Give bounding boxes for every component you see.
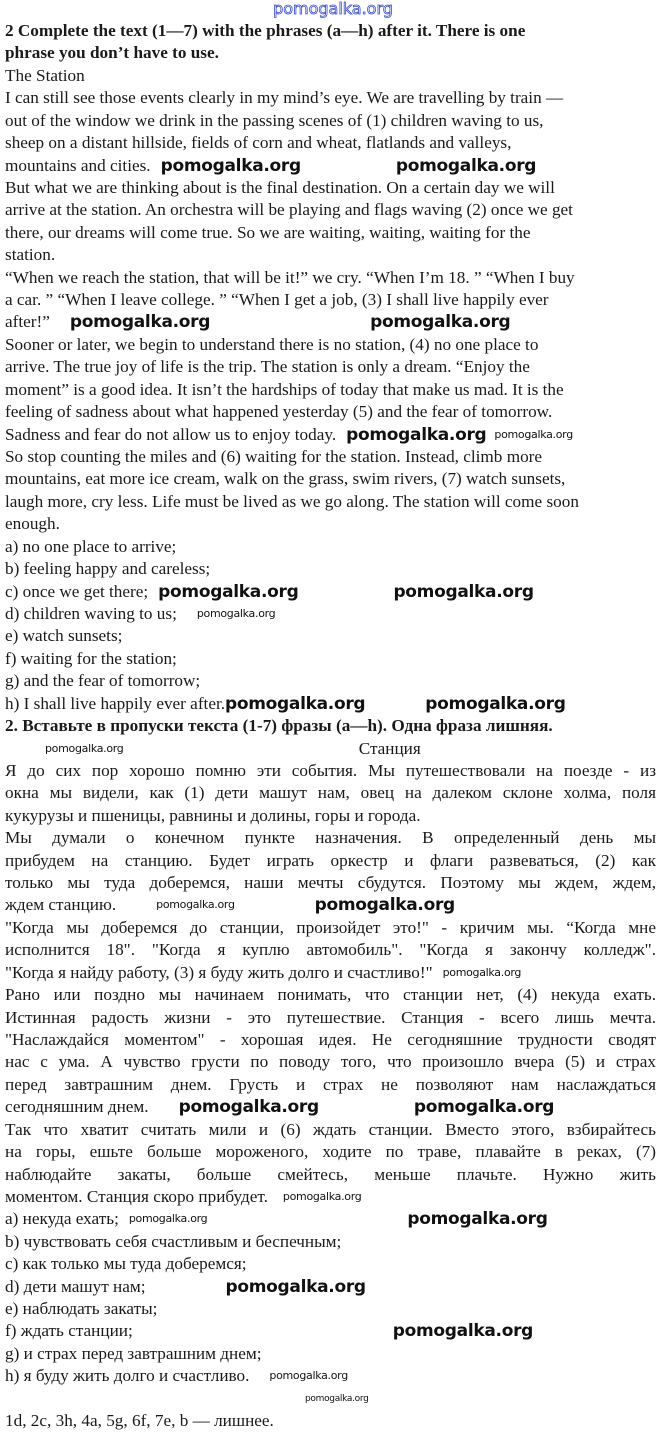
text-line-en-row <box>5 199 656 221</box>
option-en: e) watch sunsets; <box>5 626 123 646</box>
option-ru-row <box>5 1208 656 1230</box>
watermark: pomogalka.org <box>225 693 366 714</box>
text-line-ru-row <box>5 917 656 939</box>
watermark: pomogalka.org <box>346 424 487 445</box>
text-line-en: Sooner or later, we begin to understand there is no station, (4) no one place to <box>5 334 539 354</box>
text-line-ru-row <box>5 827 656 849</box>
watermark: pomogalka.org <box>305 1393 369 1404</box>
option-en-row <box>5 670 656 692</box>
option-en: a) no one place to arrive; <box>5 536 177 556</box>
text-title-ru-row <box>5 738 656 760</box>
text-line-en: mountains and cities. <box>5 155 151 175</box>
option-en-row <box>5 603 656 625</box>
text-line-en: feeling of sadness about what happened yesterday (5) and the fear of tomorrow. <box>5 402 553 422</box>
text-line-ru: Так что хватит считать мили и (6) ждать станции. Вместо этого, взбирайтесь <box>5 1119 656 1139</box>
text-line-ru: кукурузы и пшеницы, равнины и долины, горы и города. <box>5 805 421 825</box>
option-en: g) and the fear of tomorrow; <box>5 671 201 691</box>
text-line-ru: сегодняшним днем. <box>5 1097 149 1117</box>
text-line-ru-row <box>5 894 656 916</box>
watermark: pomogalka.org <box>314 895 455 916</box>
task-heading-en-row <box>5 42 656 64</box>
text-line-en-row <box>5 446 656 468</box>
option-ru: d) дети машут нам; <box>5 1276 146 1296</box>
text-line-ru-row <box>5 1051 656 1073</box>
watermark: pomogalka.org <box>225 1276 366 1297</box>
text-line-ru-row <box>5 1141 656 1163</box>
text-line-ru-row <box>5 1074 656 1096</box>
text-line-ru-row <box>5 962 656 984</box>
text-line-ru: "Наслаждайся моментом" - хорошая идея. Не сегодняшние трудности сводят <box>5 1029 656 1049</box>
option-ru-row <box>5 1298 656 1320</box>
text-line-ru-row <box>5 850 656 872</box>
task-heading-ru: 2. Вставьте в пропуски текста (1-7) фразы (a—h). Одна фраза лишняя. <box>5 716 553 736</box>
task-heading-en: phrase you don’t have to use. <box>5 43 219 63</box>
text-line-en-row <box>5 244 656 266</box>
option-ru: b) чувствовать себя счастливым и беспечным; <box>5 1231 342 1251</box>
text-line-ru-row <box>5 939 656 961</box>
text-line-ru: только мы туда доберемся, наши мечты сбудутся. Поэтому мы ждем, ждем, <box>5 873 656 893</box>
header-watermark: pomogalka.org <box>273 0 393 18</box>
text-line-ru-row <box>5 1096 656 1118</box>
watermark: pomogalka.org <box>282 1189 362 1203</box>
text-line-ru: наблюдайте закаты, больше смейтесь, меньше плачьте. Нужно жить <box>5 1164 656 1184</box>
watermark: pomogalka.org <box>395 155 537 176</box>
text-line-en: “When we reach the station, that will be it!” we cry. “When I’m 18. ” “When I buy <box>5 267 575 287</box>
task-heading-en: 2 Complete the text (1—7) with the phrases (a—h) after it. There is one <box>5 21 526 40</box>
task-heading-en-row <box>5 20 656 42</box>
text-line-ru-row <box>5 805 656 827</box>
option-ru-row <box>5 1231 656 1253</box>
text-line-en-row <box>5 401 656 423</box>
text-line-ru-row <box>5 1007 656 1029</box>
text-line-en: moment” is a good idea. It isn’t the hardships of today that make us mad. It is the <box>5 379 564 399</box>
text-title-ru: Станция <box>358 738 421 758</box>
watermark: pomogalka.org <box>392 1321 534 1342</box>
text-line-en: arrive at the station. An orchestra will be playing and flags waving (2) once we get <box>5 200 573 220</box>
watermark: pomogalka.org <box>407 1209 548 1230</box>
text-line-en-row <box>5 132 656 154</box>
watermark: pomogalka.org <box>425 693 566 714</box>
text-line-ru-row <box>5 1164 656 1186</box>
text-line-en: station. <box>5 245 56 265</box>
text-line-en-row <box>5 87 656 109</box>
text-line-ru-row <box>5 760 656 782</box>
text-line-en-row <box>5 424 656 446</box>
answer-key-row <box>5 1410 656 1432</box>
answer-key: 1d, 2c, 3h, 4a, 5g, 6f, 7e, b — лишнее. <box>5 1411 274 1431</box>
option-ru: a) некуда ехать; <box>5 1209 119 1229</box>
option-ru: c) как только мы туда доберемся; <box>5 1254 247 1274</box>
text-line-ru: прибудем на станцию. Будет играть оркестр и флаги развеваться, (2) как <box>5 850 656 870</box>
text-line-en-row <box>5 222 656 244</box>
text-line-en: sheep on a distant hillside, fields of corn and wheat, flatlands and valleys, <box>5 133 512 153</box>
watermark: pomogalka.org <box>156 898 235 912</box>
watermark: pomogalka.org <box>442 965 522 979</box>
task-heading-ru-row <box>5 715 656 737</box>
text-line-en: there, our dreams will come true. So we are waiting, waiting, waiting for the <box>5 222 531 242</box>
option-ru-row <box>5 1253 656 1275</box>
text-line-ru: Рано или поздно мы начинаем понимать, что станции нет, (4) некуда ехать. <box>5 985 656 1005</box>
text-line-en-row <box>5 468 656 490</box>
text-line-en: Sadness and fear do not allow us to enjoy today. <box>5 424 337 444</box>
option-en-row <box>5 693 656 715</box>
option-ru-row <box>5 1320 656 1342</box>
option-ru-row <box>5 1343 656 1365</box>
watermark: pomogalka.org <box>393 581 534 602</box>
text-line-en-row <box>5 177 656 199</box>
text-line-ru: исполнится 18". "Когда я куплю автомобиль". "Когда я закончу колледж". <box>5 940 656 960</box>
option-ru-row <box>5 1276 656 1298</box>
text-line-en-row <box>5 334 656 356</box>
text-line-en-row <box>5 110 656 132</box>
option-en-row <box>5 648 656 670</box>
watermark: pomogalka.org <box>269 1369 348 1383</box>
text-line-en: out of the window we drink in the passing scenes of (1) children waving to us, <box>5 110 544 130</box>
option-en-row <box>5 581 656 603</box>
text-line-en-row <box>5 267 656 289</box>
option-en: f) waiting for the station; <box>5 648 177 668</box>
watermark: pomogalka.org <box>69 312 211 333</box>
text-line-ru-row <box>5 1119 656 1141</box>
text-line-ru: моментом. Станция скоро прибудет. <box>5 1186 268 1206</box>
option-en: b) feeling happy and careless; <box>5 559 211 579</box>
watermark: pomogalka.org <box>178 1097 319 1118</box>
text-line-ru-row <box>5 872 656 894</box>
watermark: pomogalka.org <box>196 606 276 620</box>
option-en-row <box>5 558 656 580</box>
text-line-en: a car. ” “When I leave college. ” “When I get a job, (3) I shall live happily ever <box>5 290 549 310</box>
text-line-en: I can still see those events clearly in my mind’s eye. We are travelling by train — <box>5 88 564 108</box>
text-line-en: But what we are thinking about is the final destination. On a certain day we will <box>5 177 555 197</box>
option-en: c) once we get there; <box>5 581 149 601</box>
text-line-en: enough. <box>5 514 60 534</box>
text-line-ru: Я до сих пор хорошо помню эти события. Мы путешествовали на поезде - из <box>5 760 656 780</box>
text-line-ru: ждем станцию. <box>5 895 117 915</box>
text-line-en-row <box>5 491 656 513</box>
text-line-ru: Истинная радость жизни - это путешествие. Станция - всего лишь мечта. <box>5 1007 656 1027</box>
option-en-row <box>5 536 656 558</box>
text-line-en-row <box>5 155 656 177</box>
option-en: h) I shall live happily ever after. <box>5 693 226 713</box>
text-line-ru: перед завтрашним днем. Грусть и страх не позволяют нам наслаждаться <box>5 1074 656 1094</box>
text-line-en: arrive. The true joy of life is the trip. The station is only a dream. “Enjoy the <box>5 357 530 377</box>
text-line-en: mountains, eat more ice cream, walk on the grass, swim rivers, (7) watch sunsets, <box>5 469 566 489</box>
text-line-en: laugh more, cry less. Life must be lived as we go along. The station will come soon <box>5 491 579 511</box>
option-ru: h) я буду жить долго и счастливо. <box>5 1366 250 1386</box>
option-en-row <box>5 625 656 647</box>
watermark: pomogalka.org <box>413 1097 555 1118</box>
text-title-en-row <box>5 65 656 87</box>
text-line-en-row <box>5 513 656 535</box>
text-line-ru: Мы думали о конечном пункте назначения. В определенный день мы <box>5 828 656 848</box>
option-ru: e) наблюдать закаты; <box>5 1299 158 1319</box>
text-line-ru: "Когда я найду работу, (3) я буду жить долго и счастливо!" <box>5 962 433 982</box>
watermark: pomogalka.org <box>128 1212 208 1226</box>
text-line-en-row <box>5 379 656 401</box>
option-en: d) children waving to us; <box>5 603 177 623</box>
text-line-en-row <box>5 289 656 311</box>
watermark: pomogalka.org <box>160 155 301 176</box>
text-line-ru: на горы, ешьте больше мороженого, ходите по траве, плавайте в реках, (7) <box>5 1142 656 1162</box>
option-ru-row <box>5 1365 656 1387</box>
text-line-ru-row <box>5 1029 656 1051</box>
text-line-en-row <box>5 311 656 333</box>
text-line-en: So stop counting the miles and (6) waiting for the station. Instead, climb more <box>5 447 543 467</box>
watermark: pomogalka.org <box>494 427 573 441</box>
document <box>5 20 656 1433</box>
text-line-ru: окна мы видели, как (1) дети машут нам, овец на далеком склоне холма, поля <box>5 783 656 803</box>
text-line-ru: нас с ума. А чувство грусти по поводу того, что произошло вчера (5) и страх <box>5 1052 656 1072</box>
spacer <box>5 1388 656 1410</box>
text-line-ru-row <box>5 1186 656 1208</box>
option-ru: g) и страх перед завтрашним днем; <box>5 1343 262 1363</box>
text-title-en: The Station <box>5 65 85 85</box>
watermark: pomogalka.org <box>370 312 511 333</box>
text-line-ru-row <box>5 782 656 804</box>
text-line-en: after!” <box>5 312 50 332</box>
watermark: pomogalka.org <box>158 581 299 602</box>
watermark: pomogalka.org <box>45 741 124 755</box>
text-line-ru-row <box>5 984 656 1006</box>
option-ru: f) ждать станции; <box>5 1321 133 1341</box>
text-line-en-row <box>5 356 656 378</box>
text-line-ru: "Когда мы доберемся до станции, произойдет это!" - кричим мы. “Когда мне <box>5 917 656 937</box>
